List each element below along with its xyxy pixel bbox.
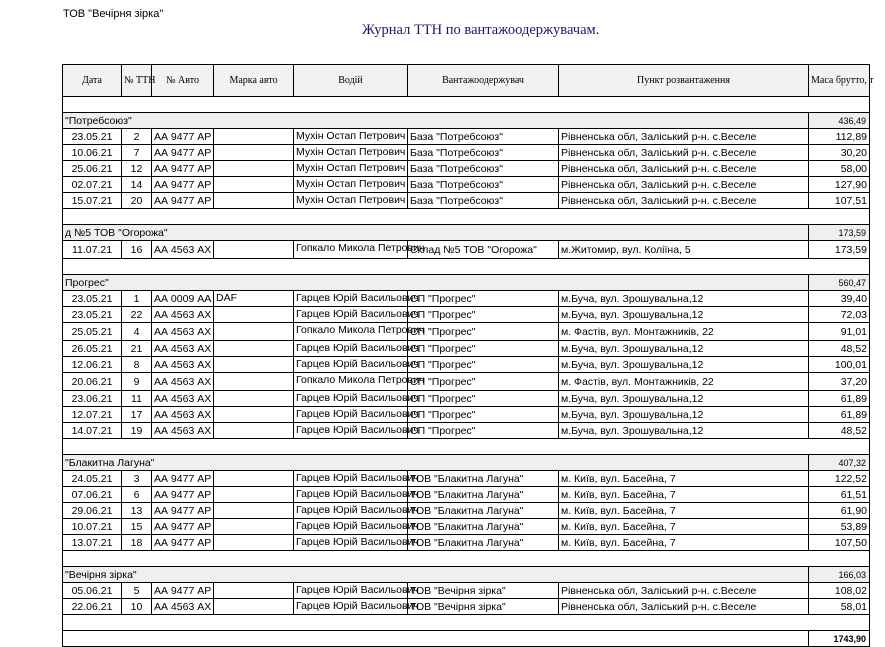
table-cell-date: 22.06.21 [63, 599, 122, 615]
table-cell-mass: 61,51 [809, 487, 870, 503]
table-cell-ttn: 4 [122, 323, 152, 341]
table-cell-point: м. Фастів, вул. Монтажників, 22 [559, 323, 809, 341]
group-total: 166,03 [809, 567, 870, 583]
table-cell-point: м.Буча, вул. Зрошувальна,12 [559, 291, 809, 307]
group-total: 560,47 [809, 275, 870, 291]
page-title: Журнал ТТН по вантажоодержувачам. [362, 22, 600, 38]
group-header-row [63, 113, 870, 129]
header-driver: Водій [294, 65, 408, 97]
table-cell-brand [214, 323, 294, 341]
table-cell-driver: Гопкало Микола Петрович [294, 323, 408, 341]
table-row [63, 307, 870, 323]
table-cell-ttn: 7 [122, 145, 152, 161]
table-cell-driver: Мухін Остап Петрович [294, 161, 408, 177]
table-cell-ttn: 11 [122, 391, 152, 407]
table-cell-point: Рівненська обл, Заліський р-н. с.Веселе [559, 177, 809, 193]
table-cell-date: 07.06.21 [63, 487, 122, 503]
table-cell-consignee: СП "Прогрес" [408, 373, 559, 391]
table-cell-point: м.Буча, вул. Зрошувальна,12 [559, 407, 809, 423]
table-cell-driver: Гарцев Юрій Васильович [294, 307, 408, 323]
table-cell-mass: 48,52 [809, 341, 870, 357]
table-cell-consignee: База "Потребсоюз" [408, 129, 559, 145]
group-name: "Вечірня зірка" [63, 567, 809, 583]
table-cell-driver: Гарцев Юрій Васильович [294, 291, 408, 307]
table-cell-brand [214, 241, 294, 259]
table-cell-point: м.Житомир, вул. Коліїна, 5 [559, 241, 809, 259]
table-row [63, 373, 870, 391]
table-cell-ttn: 15 [122, 519, 152, 535]
table-cell-date: 23.05.21 [63, 129, 122, 145]
table-cell-mass: 107,51 [809, 193, 870, 209]
group-header-row [63, 455, 870, 471]
table-cell-brand [214, 407, 294, 423]
table-cell-driver: Гарцев Юрій Васильович [294, 391, 408, 407]
group-name: "Потребсоюз" [63, 113, 809, 129]
table-row [63, 599, 870, 615]
table-cell-consignee: СП "Прогрес" [408, 391, 559, 407]
table-cell-mass: 61,89 [809, 407, 870, 423]
table-cell-car: АА 4563 АХ [152, 323, 214, 341]
table-cell-mass: 107,50 [809, 535, 870, 551]
table-cell-date: 25.05.21 [63, 323, 122, 341]
table-cell-driver: Гарцев Юрій Васильович [294, 423, 408, 439]
group-header-row [63, 225, 870, 241]
table-cell-ttn: 19 [122, 423, 152, 439]
table-cell-brand [214, 307, 294, 323]
table-cell-point: м. Київ, вул. Басейна, 7 [559, 535, 809, 551]
table-cell-driver: Гарцев Юрій Васильович [294, 357, 408, 373]
table-cell-ttn: 12 [122, 161, 152, 177]
table-cell-consignee: ТОВ "Блакитна Лагуна" [408, 535, 559, 551]
table-cell-point: м. Київ, вул. Басейна, 7 [559, 519, 809, 535]
table-cell-car: АА 9477 АР [152, 535, 214, 551]
table-cell-ttn: 20 [122, 193, 152, 209]
table-cell-car: АА 4563 АХ [152, 341, 214, 357]
table-row [63, 145, 870, 161]
table-cell-date: 23.05.21 [63, 307, 122, 323]
table-cell-brand [214, 471, 294, 487]
group-header-row [63, 567, 870, 583]
ttn-journal-table [62, 64, 874, 647]
table-cell-consignee: СП "Прогрес" [408, 291, 559, 307]
table-cell-car: АА 4563 АХ [152, 241, 214, 259]
table-cell-driver: Мухін Остап Петрович [294, 193, 408, 209]
table-cell-ttn: 18 [122, 535, 152, 551]
table-cell-driver: Мухін Остап Петрович [294, 145, 408, 161]
table-row [63, 357, 870, 373]
table-cell-consignee: СП "Прогрес" [408, 323, 559, 341]
table-cell-brand [214, 423, 294, 439]
table-cell-mass: 39,40 [809, 291, 870, 307]
table-cell-car: АА 9477 АР [152, 145, 214, 161]
table-cell-date: 14.07.21 [63, 423, 122, 439]
table-cell-car: АА 9477 АР [152, 519, 214, 535]
table-cell-brand [214, 145, 294, 161]
table-cell-point: м.Буча, вул. Зрошувальна,12 [559, 341, 809, 357]
table-row [63, 193, 870, 209]
table-cell-ttn: 2 [122, 129, 152, 145]
table-cell-date: 26.05.21 [63, 341, 122, 357]
table-cell-mass: 48,52 [809, 423, 870, 439]
table-cell-driver: Гопкало Микола Петрович [294, 241, 408, 259]
group-spacer [63, 259, 870, 275]
table-cell-ttn: 10 [122, 599, 152, 615]
group-name: "Блакитна Лагуна" [63, 455, 809, 471]
table-cell-mass: 108,02 [809, 583, 870, 599]
table-cell-ttn: 5 [122, 583, 152, 599]
spacer-cell [63, 615, 870, 631]
table-cell-mass: 122,52 [809, 471, 870, 487]
group-spacer [63, 615, 870, 631]
table-row [63, 407, 870, 423]
group-spacer [63, 439, 870, 455]
table-cell-driver: Гарцев Юрій Васильович [294, 519, 408, 535]
table-cell-brand [214, 391, 294, 407]
table-cell-date: 12.07.21 [63, 407, 122, 423]
table-cell-ttn: 8 [122, 357, 152, 373]
group-name: д №5 ТОВ "Огорожа" [63, 225, 809, 241]
table-row [63, 423, 870, 439]
table-cell-point: Рівненська обл, Заліський р-н. с.Веселе [559, 145, 809, 161]
table-cell-driver: Гарцев Юрій Васильович [294, 471, 408, 487]
table-row [63, 129, 870, 145]
table-cell-car: АА 9477 АР [152, 177, 214, 193]
table-row [63, 535, 870, 551]
table-cell-car: АА 9477 АР [152, 583, 214, 599]
table-cell-brand [214, 487, 294, 503]
table-row [63, 241, 870, 259]
table-cell-point: Рівненська обл, Заліський р-н. с.Веселе [559, 583, 809, 599]
table-cell-consignee: ТОВ "Блакитна Лагуна" [408, 519, 559, 535]
table-cell-mass: 173,59 [809, 241, 870, 259]
table-cell-driver: Гарцев Юрій Васильович [294, 407, 408, 423]
header-ttn: № ТТН [122, 65, 152, 97]
table-cell-point: м.Буча, вул. Зрошувальна,12 [559, 307, 809, 323]
header-brand: Марка авто [214, 65, 294, 97]
table-cell-ttn: 1 [122, 291, 152, 307]
table-cell-date: 10.06.21 [63, 145, 122, 161]
table-cell-mass: 30,20 [809, 145, 870, 161]
table-cell-point: Рівненська обл, Заліський р-н. с.Веселе [559, 129, 809, 145]
table-row [63, 391, 870, 407]
table-cell-driver: Гарцев Юрій Васильович [294, 503, 408, 519]
table-cell-ttn: 14 [122, 177, 152, 193]
table-cell-driver: Гарцев Юрій Васильович [294, 599, 408, 615]
table-cell-ttn: 16 [122, 241, 152, 259]
table-cell-car: АА 0009 АА [152, 291, 214, 307]
table-cell-point: м.Буча, вул. Зрошувальна,12 [559, 391, 809, 407]
table-cell-consignee: ТОВ "Вечірня зірка" [408, 583, 559, 599]
table-header-row [63, 65, 870, 97]
spacer-cell [63, 259, 870, 275]
table-cell-mass: 91,01 [809, 323, 870, 341]
table-row [63, 323, 870, 341]
table-row [63, 291, 870, 307]
table-cell-consignee: ТОВ "Блакитна Лагуна" [408, 487, 559, 503]
table-cell-point: м. Фастів, вул. Монтажників, 22 [559, 373, 809, 391]
table-cell-car: АА 4563 АХ [152, 307, 214, 323]
table-cell-consignee: База "Потребсоюз" [408, 161, 559, 177]
group-header-row [63, 275, 870, 291]
table-row [63, 341, 870, 357]
table-cell-driver: Гарцев Юрій Васильович [294, 487, 408, 503]
table-cell-mass: 72,03 [809, 307, 870, 323]
table-cell-driver: Гарцев Юрій Васильович [294, 583, 408, 599]
grand-total-row [63, 631, 870, 647]
table-body [63, 97, 870, 647]
table-cell-car: АА 4563 АХ [152, 373, 214, 391]
table-cell-mass: 58,00 [809, 161, 870, 177]
table-cell-brand [214, 161, 294, 177]
table-cell-car: АА 9477 АР [152, 503, 214, 519]
spacer-cell [63, 551, 870, 567]
table-row [63, 503, 870, 519]
table-cell-mass: 58,01 [809, 599, 870, 615]
table-cell-point: м.Буча, вул. Зрошувальна,12 [559, 357, 809, 373]
table-cell-driver: Гарцев Юрій Васильович [294, 535, 408, 551]
table-cell-brand: DAF [214, 291, 294, 307]
table-cell-point: Рівненська обл, Заліський р-н. с.Веселе [559, 599, 809, 615]
table-cell-consignee: База "Потребсоюз" [408, 193, 559, 209]
table-cell-ttn: 21 [122, 341, 152, 357]
table-row [63, 471, 870, 487]
table-cell-date: 29.06.21 [63, 503, 122, 519]
table-cell-ttn: 3 [122, 471, 152, 487]
table-cell-mass: 112,89 [809, 129, 870, 145]
table-cell-consignee: База "Потребсоюз" [408, 145, 559, 161]
table-cell-brand [214, 599, 294, 615]
table-cell-ttn: 6 [122, 487, 152, 503]
table-cell-car: АА 9477 АР [152, 193, 214, 209]
table-cell-ttn: 9 [122, 373, 152, 391]
group-spacer [63, 97, 870, 113]
header-consignee: Вантажоодержувач [408, 65, 559, 97]
table-cell-driver: Мухін Остап Петрович [294, 177, 408, 193]
table-cell-brand [214, 193, 294, 209]
table-cell-point: Рівненська обл, Заліський р-н. с.Веселе [559, 161, 809, 177]
table-cell-date: 23.06.21 [63, 391, 122, 407]
table-cell-brand [214, 341, 294, 357]
spacer-cell [63, 439, 870, 455]
table-cell-consignee: База "Потребсоюз" [408, 177, 559, 193]
grand-total: 1743,90 [809, 631, 870, 647]
header-car: № Авто [152, 65, 214, 97]
table-cell-date: 10.07.21 [63, 519, 122, 535]
table-cell-point: Рівненська обл, Заліський р-н. с.Веселе [559, 193, 809, 209]
table-cell-car: АА 4563 АХ [152, 423, 214, 439]
table-cell-mass: 100,01 [809, 357, 870, 373]
table-cell-mass: 37,20 [809, 373, 870, 391]
table-cell-mass: 61,89 [809, 391, 870, 407]
table-cell-car: АА 4563 АХ [152, 357, 214, 373]
table-cell-date: 11.07.21 [63, 241, 122, 259]
table-cell-date: 05.06.21 [63, 583, 122, 599]
table-cell-date: 13.07.21 [63, 535, 122, 551]
table-cell-consignee: СП "Прогрес" [408, 307, 559, 323]
table-cell-car: АА 4563 АХ [152, 599, 214, 615]
table-cell-car: АА 9477 АР [152, 471, 214, 487]
table-cell-consignee: СП "Прогрес" [408, 423, 559, 439]
table-cell-date: 02.07.21 [63, 177, 122, 193]
table-cell-point: м. Київ, вул. Басейна, 7 [559, 487, 809, 503]
grand-total-spacer [63, 631, 809, 647]
table-row [63, 161, 870, 177]
table-cell-mass: 61,90 [809, 503, 870, 519]
table-cell-date: 12.06.21 [63, 357, 122, 373]
group-spacer [63, 551, 870, 567]
table-cell-brand [214, 129, 294, 145]
table-cell-consignee: СП "Прогрес" [408, 341, 559, 357]
table-cell-driver: Гопкало Микола Петрович [294, 373, 408, 391]
table-row [63, 583, 870, 599]
table-cell-car: АА 9477 АР [152, 487, 214, 503]
group-total: 407,32 [809, 455, 870, 471]
table-cell-car: АА 4563 АХ [152, 391, 214, 407]
table-cell-consignee: ТОВ "Вечірня зірка" [408, 599, 559, 615]
table-cell-brand [214, 519, 294, 535]
table-cell-date: 23.05.21 [63, 291, 122, 307]
table-cell-mass: 127,90 [809, 177, 870, 193]
table-cell-brand [214, 535, 294, 551]
table-cell-car: АА 4563 АХ [152, 407, 214, 423]
group-name: Прогрес" [63, 275, 809, 291]
spacer-cell [63, 209, 870, 225]
table-cell-point: м. Київ, вул. Басейна, 7 [559, 471, 809, 487]
table-cell-brand [214, 177, 294, 193]
table-cell-consignee: ТОВ "Блакитна Лагуна" [408, 471, 559, 487]
table-cell-brand [214, 357, 294, 373]
table-cell-ttn: 17 [122, 407, 152, 423]
table-cell-date: 20.06.21 [63, 373, 122, 391]
group-total: 436,49 [809, 113, 870, 129]
table-row [63, 519, 870, 535]
table-cell-ttn: 22 [122, 307, 152, 323]
table-cell-mass: 53,89 [809, 519, 870, 535]
header-point: Пункт розвантаження [559, 65, 809, 97]
group-total: 173,59 [809, 225, 870, 241]
table-cell-driver: Гарцев Юрій Васильович [294, 341, 408, 357]
table-cell-car: АА 9477 АР [152, 129, 214, 145]
table-cell-point: м. Київ, вул. Басейна, 7 [559, 503, 809, 519]
table-cell-consignee: Склад №5 ТОВ "Огорожа" [408, 241, 559, 259]
table-row [63, 177, 870, 193]
table-cell-brand [214, 583, 294, 599]
table-cell-driver: Мухін Остап Петрович [294, 129, 408, 145]
table-cell-brand [214, 373, 294, 391]
table-cell-consignee: СП "Прогрес" [408, 407, 559, 423]
header-date: Дата [63, 65, 122, 97]
table-cell-car: АА 9477 АР [152, 161, 214, 177]
table-row [63, 487, 870, 503]
table-cell-point: м.Буча, вул. Зрошувальна,12 [559, 423, 809, 439]
table-cell-ttn: 13 [122, 503, 152, 519]
table-cell-date: 24.05.21 [63, 471, 122, 487]
table-cell-date: 15.07.21 [63, 193, 122, 209]
table-cell-brand [214, 503, 294, 519]
table-cell-date: 25.06.21 [63, 161, 122, 177]
spacer-cell [63, 97, 870, 113]
header-mass: Маса брутто, т [809, 65, 870, 97]
group-spacer [63, 209, 870, 225]
table-cell-consignee: ТОВ "Блакитна Лагуна" [408, 503, 559, 519]
table-cell-consignee: СП "Прогрес" [408, 357, 559, 373]
company-name: ТОВ "Вечірня зірка" [63, 8, 164, 20]
